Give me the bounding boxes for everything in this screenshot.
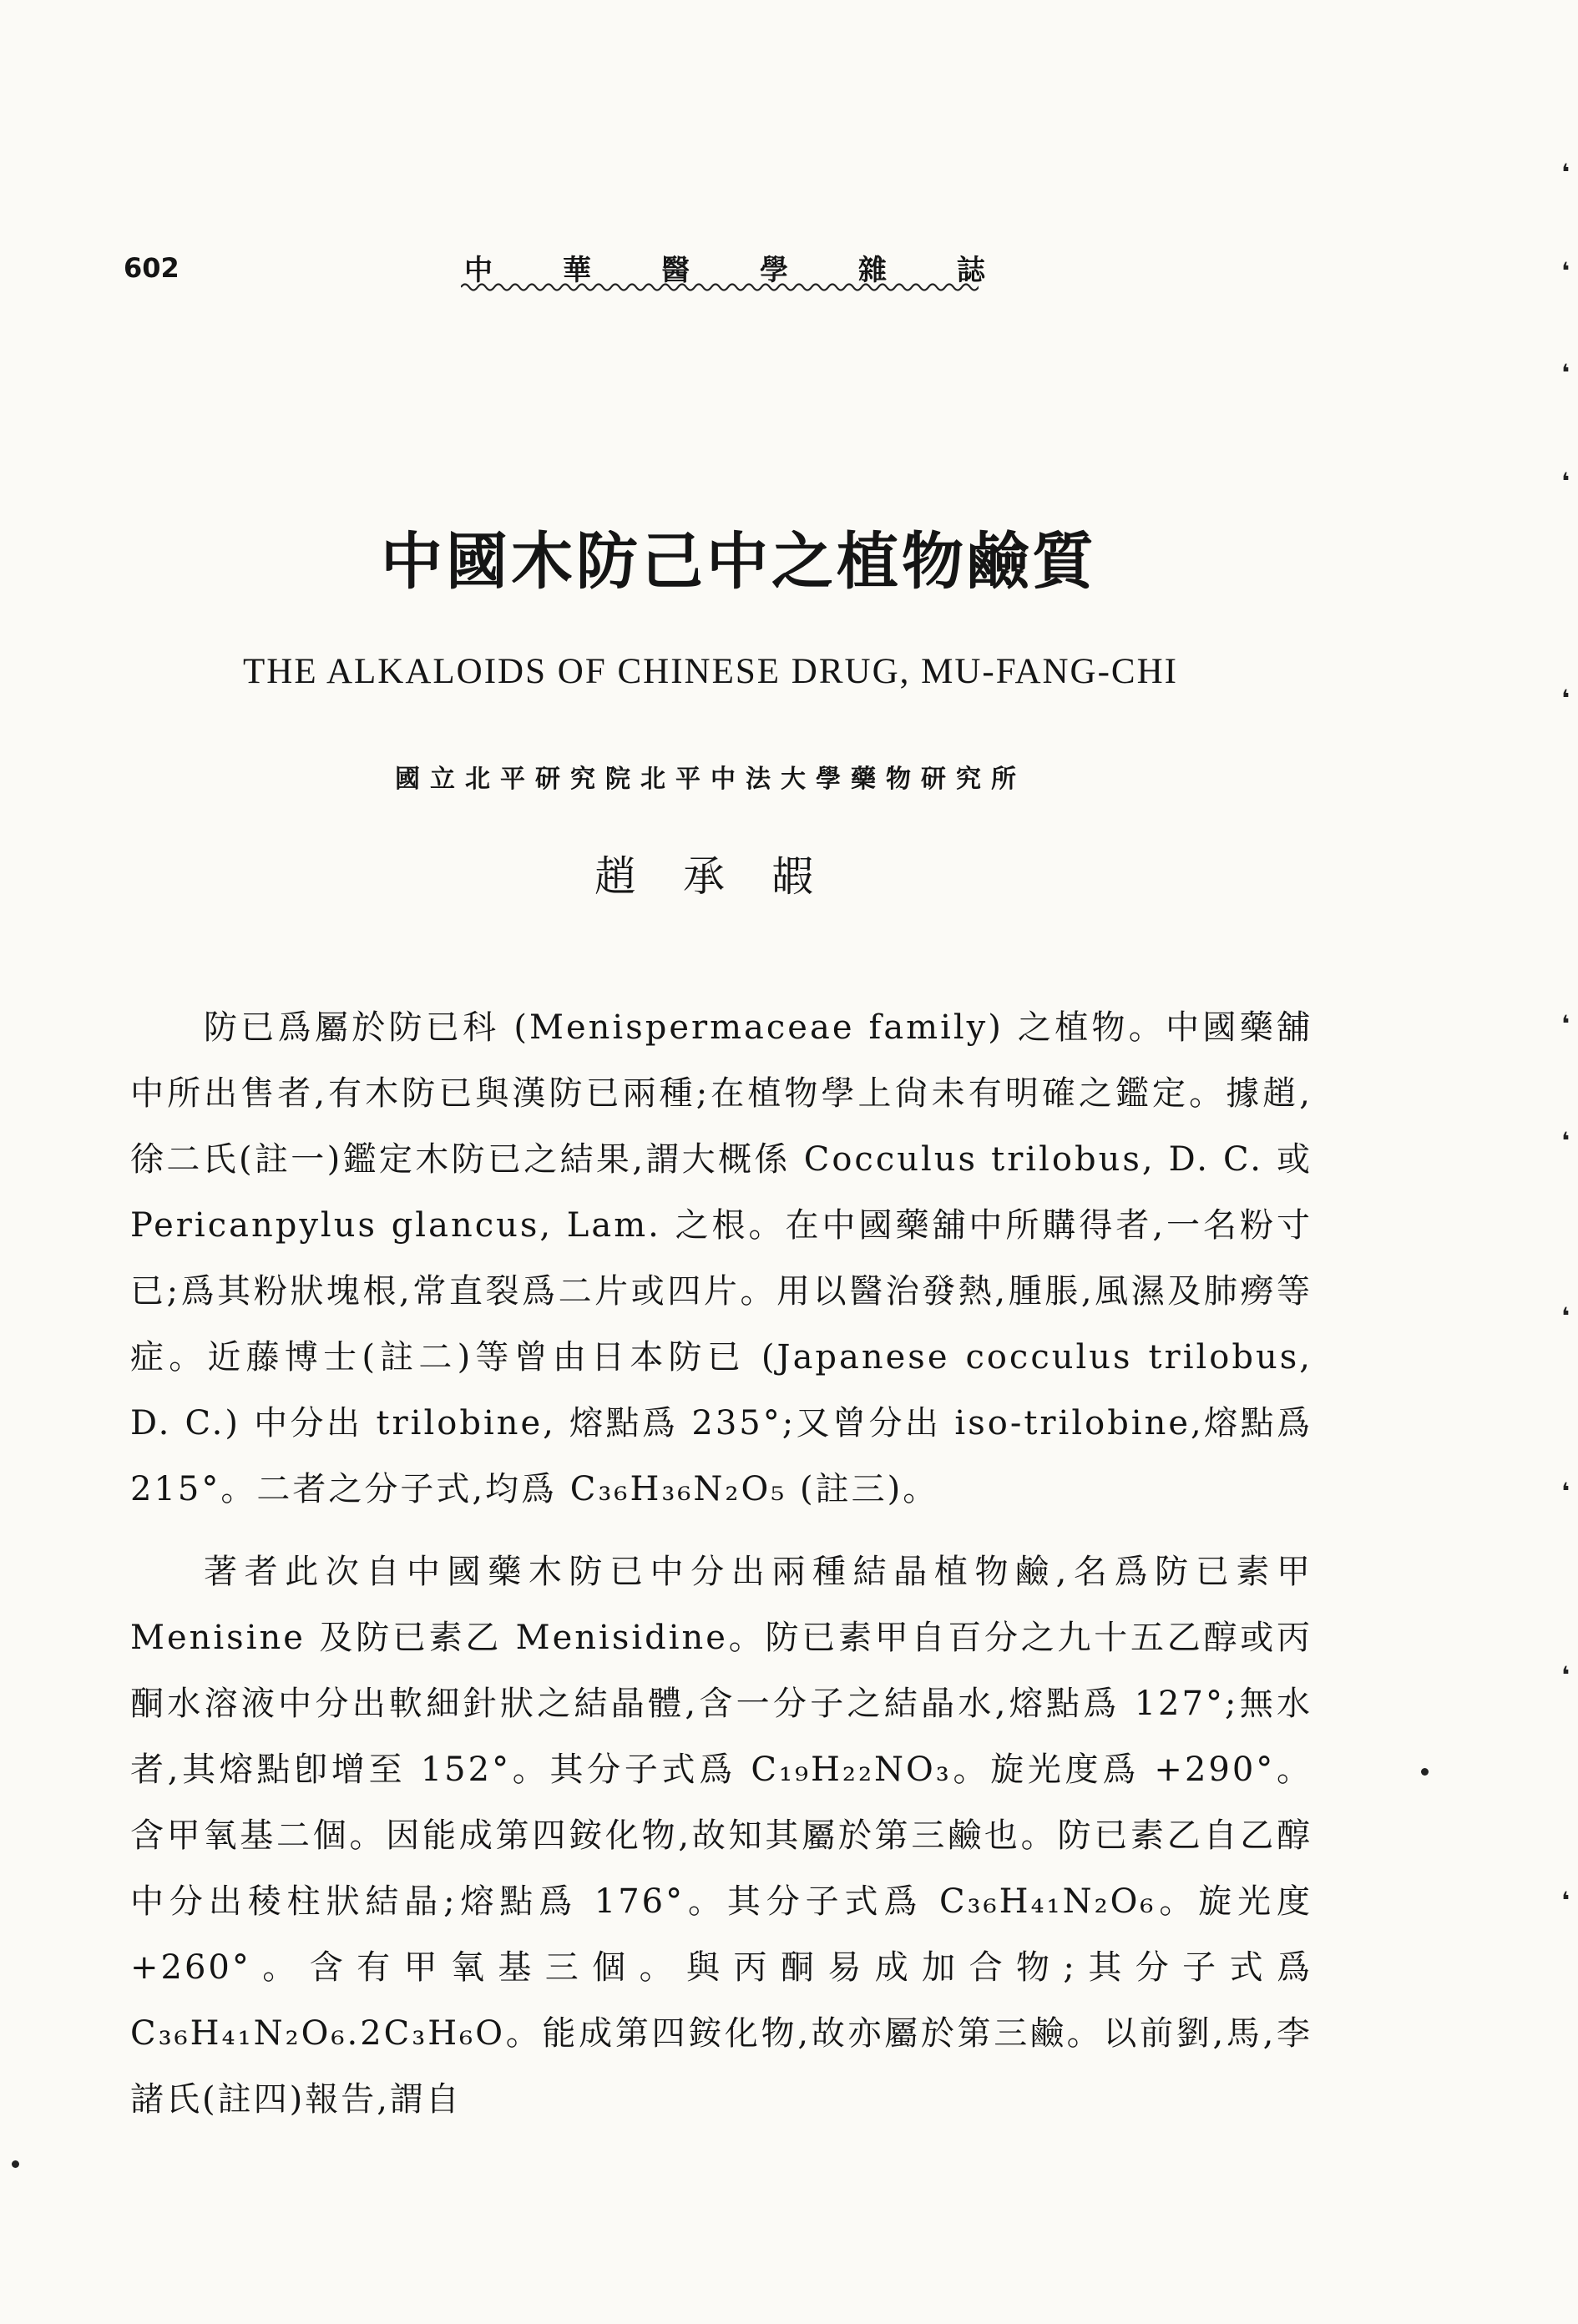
margin-scan-mark: ❛	[1561, 1127, 1570, 1154]
margin-scan-mark: ❛	[1561, 1010, 1570, 1038]
margin-scan-mark: ❛	[1561, 257, 1570, 285]
margin-scan-mark: ❛	[1561, 1478, 1570, 1505]
scan-dot	[1421, 1768, 1429, 1776]
article-title-english: THE ALKALOIDS OF CHINESE DRUG, MU-FANG-CHI	[243, 652, 1178, 691]
margin-scan-mark: ❛	[1561, 359, 1570, 386]
author-affiliation: 國立北平研究院北平中法大學藥物研究所	[395, 765, 1026, 794]
body-paragraph-2: 著者此次自中國藥木防已中分出兩種結晶植物鹼,名爲防已素甲 Menisine 及防已素乙 Menisidine。防已素甲自百分之九十五乙醇或丙酮水溶液中分出軟細針狀之結晶體,含一分子之結晶水,熔點爲 127°;無水者,其熔點卽增至 152°。其分子式爲 C₁₉H₂₂NO₃。旋光度爲 +290°。含甲氧基二個。因能成第四銨化物,故知其屬於第三鹼也。防已素乙自乙醇中分出稜柱狀結晶;熔點爲 176°。其分子式爲 C₃₆H₄₁N₂O₆。旋光度 +260°。含有甲氧基三個。與丙酮易成加合物;其分子式爲 C₃₆H₄₁N₂O₆.2C₃H₆O。能成第四銨化物,故亦屬於第三鹼。以前劉,馬,李諸氏(註四)報告,謂自	[130, 1553, 1312, 2119]
margin-scan-mark: ❛	[1561, 1302, 1570, 1330]
margin-scan-mark: ❛	[1561, 685, 1570, 712]
margin-scan-mark: ❛	[1561, 467, 1570, 495]
margin-scan-mark: ❛	[1561, 159, 1570, 186]
article-body	[130, 995, 1312, 2133]
page-number: 602	[124, 252, 180, 284]
margin-scan-mark: ❛	[1561, 1661, 1570, 1689]
running-head-journal-title: 中華醫學雜誌	[464, 254, 1055, 287]
scan-dot	[12, 2160, 19, 2168]
running-head-wavy-rule	[461, 280, 979, 294]
article-title-chinese: 中國木防己中之植物鹼質	[381, 526, 1097, 598]
author-name: 趙承嘏	[594, 852, 860, 901]
margin-scan-mark: ❛	[1561, 1887, 1570, 1914]
body-paragraph-1: 防已爲屬於防已科 (Menispermaceae family) 之植物。中國藥舖中所出售者,有木防已與漢防已兩種;在植物學上尙未有明確之鑑定。據趙,徐二氏(註一)鑑定木防已之結果,謂大概係 Cocculus trilobus, D. C. 或 Pericanpylus glancus, Lam. 之根。在中國藥舖中所購得者,一名粉寸已;爲其粉狀塊根,常直裂爲二片或四片。用以醫治發熱,腫脹,風濕及肺癆等症。近藤博士(註二)等曾由日本防已 (Japanese cocculus trilobus, D. C.) 中分出 trilobine, 熔點爲 235°;又曾分出 iso-trilobine,熔點爲 215°。二者之分子式,均爲 C₃₆H₃₆N₂O₅ (註三)。	[130, 1008, 1312, 1508]
